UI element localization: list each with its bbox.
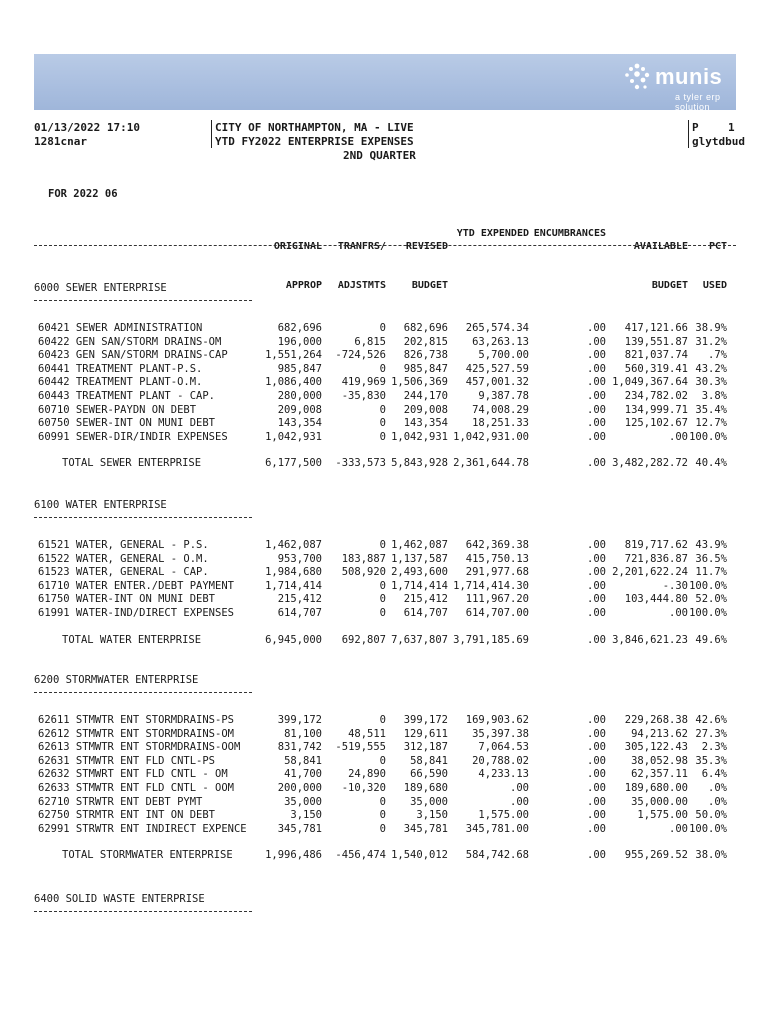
cell-pct-used: 36.5% bbox=[695, 552, 727, 565]
cell-ytd-expended: 35,397.38 bbox=[472, 727, 529, 740]
cell-tranfrs-adjstmts: 6,815 bbox=[354, 335, 386, 348]
cell-tranfrs-adjstmts: 0 bbox=[379, 809, 386, 822]
cell-available-budget: 134,999.71 bbox=[624, 403, 688, 416]
cell-available-budget: 94,213.62 bbox=[631, 727, 688, 740]
account-description: 61521 WATER, GENERAL - P.S. bbox=[38, 539, 209, 551]
cell-pct-used: 6.4% bbox=[701, 768, 727, 781]
section-rule bbox=[34, 517, 252, 518]
cell-tranfrs-adjstmts: 508,920 bbox=[341, 566, 386, 579]
account-description: 60991 SEWER-DIR/INDIR EXPENSES bbox=[38, 430, 228, 443]
cell-encumbrances: .00 bbox=[587, 579, 606, 592]
account-description: 60443 TREATMENT PLANT - CAP. bbox=[38, 390, 216, 402]
cell-ytd-expended: 74,008.29 bbox=[472, 403, 529, 416]
cell-original-approp: 1,042,931 bbox=[265, 430, 322, 443]
cell-encumbrances: .00 bbox=[587, 607, 606, 619]
cell-encumbrances: .00 bbox=[587, 552, 606, 565]
cell-ytd-expended: 1,042,931.00 bbox=[453, 430, 529, 443]
cell-encumbrances: .00 bbox=[587, 566, 606, 579]
cell-tranfrs-adjstmts: -519,555 bbox=[335, 741, 386, 754]
cell-ytd-expended: 2,361,644.78 bbox=[453, 457, 529, 470]
cell-available-budget: 62,357.11 bbox=[631, 768, 688, 781]
cell-original-approp: 985,847 bbox=[277, 362, 322, 375]
cell-revised-budget: 1,714,414 bbox=[391, 579, 448, 592]
cell-encumbrances: .00 bbox=[587, 349, 606, 362]
cell-original-approp: 200,000 bbox=[277, 782, 322, 794]
cell-pct-used: 38.9% bbox=[695, 322, 727, 334]
table-row bbox=[0, 607, 770, 621]
cell-revised-budget: 3,150 bbox=[416, 809, 448, 822]
cell-original-approp: 58,841 bbox=[284, 754, 322, 767]
cell-pct-used: 11.7% bbox=[695, 566, 727, 579]
cell-revised-budget: 985,847 bbox=[403, 362, 448, 375]
col-revised-line1: REVISED bbox=[405, 241, 448, 252]
account-description: 60421 SEWER ADMINISTRATION bbox=[38, 322, 203, 334]
cell-tranfrs-adjstmts: 692,807 bbox=[341, 633, 386, 646]
account-description: 60422 GEN SAN/STORM DRAINS-OM bbox=[38, 335, 222, 348]
cell-original-approp: 1,714,414 bbox=[265, 579, 322, 592]
cell-encumbrances: .00 bbox=[587, 633, 606, 646]
total-row bbox=[0, 634, 770, 648]
cell-revised-budget: 143,354 bbox=[403, 417, 448, 430]
cell-encumbrances: .00 bbox=[587, 754, 606, 767]
account-description: 61991 WATER-IND/DIRECT EXPENSES bbox=[38, 607, 234, 619]
cell-pct-used: 35.3% bbox=[695, 754, 727, 767]
cell-tranfrs-adjstmts: 183,887 bbox=[341, 552, 386, 565]
table-row bbox=[0, 796, 770, 810]
cell-ytd-expended: 1,714,414.30 bbox=[453, 579, 529, 592]
table-row bbox=[0, 741, 770, 755]
table-row bbox=[0, 336, 770, 350]
cell-available-budget: 3,482,282.72 bbox=[612, 457, 688, 470]
col-available-budget bbox=[634, 214, 688, 305]
report-period: 2ND QUARTER bbox=[343, 149, 416, 162]
cell-encumbrances: .00 bbox=[587, 849, 606, 862]
cell-encumbrances: .00 bbox=[587, 714, 606, 726]
cell-encumbrances: .00 bbox=[587, 403, 606, 416]
for-period-line: FOR 2022 06 bbox=[48, 188, 118, 200]
total-label: TOTAL STORMWATER ENTERPRISE bbox=[62, 849, 233, 862]
cell-pct-used: 27.3% bbox=[695, 727, 727, 740]
cell-available-budget: 139,551.87 bbox=[624, 335, 688, 348]
cell-revised-budget: 1,462,087 bbox=[391, 539, 448, 551]
table-row bbox=[0, 728, 770, 742]
account-description: 62991 STRWTR ENT INDIRECT EXPENCE bbox=[38, 822, 247, 835]
table-row bbox=[0, 782, 770, 796]
cell-pct-used: 40.4% bbox=[695, 457, 727, 470]
table-row bbox=[0, 755, 770, 769]
cell-available-budget: 125,102.67 bbox=[624, 417, 688, 430]
account-description: 61750 WATER-INT ON MUNI DEBT bbox=[38, 593, 216, 606]
cell-tranfrs-adjstmts: 0 bbox=[379, 430, 386, 443]
cell-ytd-expended: 614,707.00 bbox=[465, 607, 529, 619]
cell-available-budget: 2,201,622.24 bbox=[612, 566, 688, 579]
cell-original-approp: 399,172 bbox=[277, 714, 322, 726]
cell-ytd-expended: 3,791,185.69 bbox=[453, 633, 529, 646]
report-user: 1281cnar bbox=[34, 135, 87, 148]
col-revised-line2: BUDGET bbox=[411, 280, 448, 291]
cell-revised-budget: 66,590 bbox=[410, 768, 448, 781]
cell-tranfrs-adjstmts: 0 bbox=[379, 607, 386, 619]
cell-pct-used: 50.0% bbox=[695, 809, 727, 822]
header-rule bbox=[34, 245, 736, 246]
cell-tranfrs-adjstmts: 0 bbox=[379, 795, 386, 808]
cell-original-approp: 35,000 bbox=[284, 795, 322, 808]
cell-original-approp: 41,700 bbox=[284, 768, 322, 781]
col-tranfrs-line2: ADJSTMTS bbox=[337, 280, 386, 291]
cell-encumbrances: .00 bbox=[587, 335, 606, 348]
cell-revised-budget: 58,841 bbox=[410, 754, 448, 767]
cell-available-budget: -.30 bbox=[662, 579, 688, 592]
cell-original-approp: 614,707 bbox=[277, 607, 322, 619]
cell-revised-budget: 1,137,587 bbox=[391, 552, 448, 565]
total-row bbox=[0, 849, 770, 863]
cell-available-budget: 35,000.00 bbox=[631, 795, 688, 808]
cell-ytd-expended: 642,369.38 bbox=[465, 539, 529, 551]
cell-revised-budget: 35,000 bbox=[410, 795, 448, 808]
cell-tranfrs-adjstmts: 0 bbox=[379, 322, 386, 334]
cell-pct-used: 35.4% bbox=[695, 403, 727, 416]
table-row bbox=[0, 404, 770, 418]
cell-available-budget: 234,782.02 bbox=[624, 390, 688, 402]
cell-ytd-expended: 584,742.68 bbox=[465, 849, 529, 862]
cell-revised-budget: 209,008 bbox=[403, 403, 448, 416]
table-row bbox=[0, 322, 770, 336]
cell-available-budget: 721,836.87 bbox=[624, 552, 688, 565]
brand-name: munis bbox=[655, 64, 723, 89]
cell-pct-used: 43.2% bbox=[695, 362, 727, 375]
cell-pct-used: 43.9% bbox=[695, 539, 727, 551]
cell-encumbrances: .00 bbox=[587, 430, 606, 443]
cell-encumbrances: .00 bbox=[587, 768, 606, 781]
cell-original-approp: 682,696 bbox=[277, 322, 322, 334]
cell-available-budget: .00 bbox=[669, 822, 688, 835]
cell-available-budget: 819,717.62 bbox=[624, 539, 688, 551]
section-title: 6400 SOLID WASTE ENTERPRISE bbox=[34, 893, 205, 905]
cell-ytd-expended: 7,064.53 bbox=[478, 741, 529, 754]
cell-encumbrances: .00 bbox=[587, 390, 606, 402]
cell-ytd-expended: 9,387.78 bbox=[478, 390, 529, 402]
report-timestamp: 01/13/2022 17:10 bbox=[34, 121, 140, 134]
munis-dots-icon bbox=[623, 62, 651, 92]
account-description: 62633 STMWTR ENT FLD CNTL - OOM bbox=[38, 782, 234, 794]
cell-ytd-expended: 1,575.00 bbox=[478, 809, 529, 822]
cell-pct-used: .7% bbox=[708, 349, 727, 362]
table-row bbox=[0, 823, 770, 837]
table-row bbox=[0, 417, 770, 431]
cell-original-approp: 196,000 bbox=[277, 335, 322, 348]
table-row bbox=[0, 349, 770, 363]
col-available-line2: BUDGET bbox=[651, 280, 688, 291]
cell-ytd-expended: 63,263.13 bbox=[472, 335, 529, 348]
cell-original-approp: 209,008 bbox=[277, 403, 322, 416]
col-pct-line1: PCT bbox=[708, 241, 727, 252]
cell-revised-budget: 826,738 bbox=[403, 349, 448, 362]
table-row bbox=[0, 390, 770, 404]
cell-available-budget: 38,052.98 bbox=[631, 754, 688, 767]
col-pct-used bbox=[703, 214, 727, 305]
cell-ytd-expended: 18,251.33 bbox=[472, 417, 529, 430]
cell-tranfrs-adjstmts: 24,890 bbox=[348, 768, 386, 781]
cell-pct-used: 31.2% bbox=[695, 335, 727, 348]
cell-revised-budget: 312,187 bbox=[403, 741, 448, 754]
munis-logo bbox=[623, 60, 728, 112]
account-description: 60750 SEWER-INT ON MUNI DEBT bbox=[38, 417, 216, 430]
cell-original-approp: 81,100 bbox=[284, 727, 322, 740]
table-row bbox=[0, 553, 770, 567]
col-ytd-expended: YTD EXPENDED bbox=[456, 228, 529, 239]
cell-original-approp: 345,781 bbox=[277, 822, 322, 835]
cell-tranfrs-adjstmts: -456,474 bbox=[335, 849, 386, 862]
table-row bbox=[0, 593, 770, 607]
cell-revised-budget: 129,611 bbox=[403, 727, 448, 740]
table-row bbox=[0, 363, 770, 377]
col-revised-budget bbox=[406, 214, 448, 305]
cell-available-budget: 3,846,621.23 bbox=[612, 633, 688, 646]
cell-revised-budget: 1,540,012 bbox=[391, 849, 448, 862]
cell-available-budget: 189,680.00 bbox=[624, 782, 688, 794]
col-pct-line2: USED bbox=[702, 280, 727, 291]
cell-pct-used: 100.0% bbox=[689, 607, 727, 619]
cell-encumbrances: .00 bbox=[587, 809, 606, 822]
account-description: 60441 TREATMENT PLANT-P.S. bbox=[38, 362, 203, 375]
cell-original-approp: 1,984,680 bbox=[265, 566, 322, 579]
table-row bbox=[0, 714, 770, 728]
account-description: 60442 TREATMENT PLANT-O.M. bbox=[38, 376, 203, 389]
cell-tranfrs-adjstmts: 48,511 bbox=[348, 727, 386, 740]
cell-encumbrances: .00 bbox=[587, 539, 606, 551]
cell-ytd-expended: .00 bbox=[510, 795, 529, 808]
account-description: 62631 STMWTR ENT FLD CNTL-PS bbox=[38, 754, 216, 767]
cell-original-approp: 1,551,264 bbox=[265, 349, 322, 362]
cell-available-budget: 1,575.00 bbox=[637, 809, 688, 822]
cell-revised-budget: 244,170 bbox=[403, 390, 448, 402]
table-row bbox=[0, 768, 770, 782]
cell-pct-used: 100.0% bbox=[689, 430, 727, 443]
account-description: 62750 STRMTR ENT INT ON DEBT bbox=[38, 809, 216, 822]
cell-available-budget: 103,444.80 bbox=[624, 593, 688, 606]
account-description: 62613 STMWTR ENT STORMDRAINS-OOM bbox=[38, 741, 241, 754]
account-description: 61523 WATER, GENERAL - CAP. bbox=[38, 566, 209, 579]
cell-revised-budget: 345,781 bbox=[403, 822, 448, 835]
cell-original-approp: 280,000 bbox=[277, 390, 322, 402]
cell-revised-budget: 399,172 bbox=[403, 714, 448, 726]
cell-ytd-expended: 4,233.13 bbox=[478, 768, 529, 781]
cell-original-approp: 1,086,400 bbox=[265, 376, 322, 389]
cell-revised-budget: 7,637,807 bbox=[391, 633, 448, 646]
cell-available-budget: 417,121.66 bbox=[624, 322, 688, 334]
cell-encumbrances: .00 bbox=[587, 782, 606, 794]
col-original-approp bbox=[274, 214, 322, 305]
cell-original-approp: 1,996,486 bbox=[265, 849, 322, 862]
table-row bbox=[0, 431, 770, 445]
cell-ytd-expended: 425,527.59 bbox=[465, 362, 529, 375]
cell-available-budget: 229,268.38 bbox=[624, 714, 688, 726]
cell-encumbrances: .00 bbox=[587, 727, 606, 740]
cell-pct-used: .0% bbox=[708, 795, 727, 808]
cell-encumbrances: .00 bbox=[587, 376, 606, 389]
section-rule bbox=[34, 692, 252, 693]
cell-tranfrs-adjstmts: 0 bbox=[379, 539, 386, 551]
cell-encumbrances: .00 bbox=[587, 593, 606, 606]
cell-tranfrs-adjstmts: -333,573 bbox=[335, 457, 386, 470]
cell-tranfrs-adjstmts: 0 bbox=[379, 403, 386, 416]
cell-original-approp: 1,462,087 bbox=[265, 539, 322, 551]
cell-pct-used: 30.3% bbox=[695, 376, 727, 389]
cell-available-budget: .00 bbox=[669, 607, 688, 619]
cell-pct-used: 42.6% bbox=[695, 714, 727, 726]
cell-available-budget: 821,037.74 bbox=[624, 349, 688, 362]
cell-original-approp: 6,177,500 bbox=[265, 457, 322, 470]
report-banner bbox=[34, 54, 736, 110]
cell-encumbrances: .00 bbox=[587, 741, 606, 754]
table-row bbox=[0, 376, 770, 390]
section-title: 6100 WATER ENTERPRISE bbox=[34, 499, 167, 511]
cell-encumbrances: .00 bbox=[587, 362, 606, 375]
cell-available-budget: 560,319.41 bbox=[624, 362, 688, 375]
cell-tranfrs-adjstmts: 0 bbox=[379, 714, 386, 726]
cell-tranfrs-adjstmts: 419,969 bbox=[341, 376, 386, 389]
cell-available-budget: 1,049,367.64 bbox=[612, 376, 688, 389]
cell-original-approp: 6,945,000 bbox=[265, 633, 322, 646]
col-encumbrances: ENCUMBRANCES bbox=[533, 228, 606, 239]
cell-pct-used: 38.0% bbox=[695, 849, 727, 862]
cell-ytd-expended: 345,781.00 bbox=[465, 822, 529, 835]
cell-revised-budget: 202,815 bbox=[403, 335, 448, 348]
account-description: 62612 STMWTR ENT STORMDRAINS-OM bbox=[38, 727, 234, 740]
cell-original-approp: 3,150 bbox=[290, 809, 322, 822]
total-row bbox=[0, 457, 770, 471]
cell-ytd-expended: 457,001.32 bbox=[465, 376, 529, 389]
cell-tranfrs-adjstmts: 0 bbox=[379, 417, 386, 430]
account-description: 61710 WATER ENTER./DEBT PAYMENT bbox=[38, 579, 234, 592]
cell-pct-used: 49.6% bbox=[695, 633, 727, 646]
cell-revised-budget: 215,412 bbox=[403, 593, 448, 606]
total-label: TOTAL WATER ENTERPRISE bbox=[62, 633, 202, 646]
cell-ytd-expended: .00 bbox=[510, 782, 529, 794]
cell-tranfrs-adjstmts: -724,526 bbox=[335, 349, 386, 362]
cell-pct-used: 12.7% bbox=[695, 417, 727, 430]
brand-tagline: a tyler erp solution bbox=[675, 92, 721, 112]
cell-revised-budget: 189,680 bbox=[403, 782, 448, 794]
account-description: 61522 WATER, GENERAL - O.M. bbox=[38, 552, 209, 565]
account-description: 62632 STMWRT ENT FLD CNTL - OM bbox=[38, 768, 228, 781]
cell-pct-used: 2.3% bbox=[701, 741, 727, 754]
cell-revised-budget: 5,843,928 bbox=[391, 457, 448, 470]
cell-pct-used: 52.0% bbox=[695, 593, 727, 606]
cell-revised-budget: 2,493,600 bbox=[391, 566, 448, 579]
cell-ytd-expended: 265,574.34 bbox=[465, 322, 529, 334]
cell-ytd-expended: 169,903.62 bbox=[465, 714, 529, 726]
section-rule bbox=[34, 300, 252, 301]
cell-encumbrances: .00 bbox=[587, 457, 606, 470]
cell-original-approp: 215,412 bbox=[277, 593, 322, 606]
cell-tranfrs-adjstmts: 0 bbox=[379, 579, 386, 592]
section-title: 6200 STORMWATER ENTERPRISE bbox=[34, 674, 199, 686]
cell-ytd-expended: 5,700.00 bbox=[478, 349, 529, 362]
cell-tranfrs-adjstmts: 0 bbox=[379, 754, 386, 767]
cell-pct-used: .0% bbox=[708, 782, 727, 794]
cell-encumbrances: .00 bbox=[587, 417, 606, 430]
cell-available-budget: 955,269.52 bbox=[624, 849, 688, 862]
page-label: P bbox=[692, 121, 699, 134]
table-row bbox=[0, 566, 770, 580]
account-description: 60710 SEWER-PAYDN ON DEBT bbox=[38, 403, 197, 416]
cell-tranfrs-adjstmts: 0 bbox=[379, 593, 386, 606]
cell-ytd-expended: 111,967.20 bbox=[465, 593, 529, 606]
table-row bbox=[0, 809, 770, 823]
cell-available-budget: 305,122.43 bbox=[624, 741, 688, 754]
cell-ytd-expended: 291,977.68 bbox=[465, 566, 529, 579]
program-id: glytdbud bbox=[692, 135, 745, 148]
cell-revised-budget: 1,042,931 bbox=[391, 430, 448, 443]
account-description: 60423 GEN SAN/STORM DRAINS-CAP bbox=[38, 349, 228, 362]
header-divider-right bbox=[688, 120, 689, 148]
page-number: 1 bbox=[728, 121, 735, 134]
col-tranfrs-adjstmts bbox=[338, 214, 386, 305]
cell-pct-used: 3.8% bbox=[701, 390, 727, 402]
cell-tranfrs-adjstmts: -10,320 bbox=[341, 782, 386, 794]
cell-original-approp: 831,742 bbox=[277, 741, 322, 754]
cell-revised-budget: 1,506,369 bbox=[391, 376, 448, 389]
report-org: CITY OF NORTHAMPTON, MA - LIVE bbox=[215, 121, 414, 134]
account-description: 62710 STRWTR ENT DEBT PYMT bbox=[38, 795, 203, 808]
section-rule bbox=[34, 911, 252, 912]
cell-original-approp: 143,354 bbox=[277, 417, 322, 430]
cell-encumbrances: .00 bbox=[587, 822, 606, 835]
cell-ytd-expended: 20,788.02 bbox=[472, 754, 529, 767]
header-divider-left bbox=[211, 120, 212, 148]
table-row bbox=[0, 580, 770, 594]
cell-revised-budget: 682,696 bbox=[403, 322, 448, 334]
col-available-line1: AVAILABLE bbox=[633, 241, 688, 252]
report-title: YTD FY2022 ENTERPRISE EXPENSES bbox=[215, 135, 414, 148]
total-label: TOTAL SEWER ENTERPRISE bbox=[62, 457, 202, 470]
col-original-line2: APPROP bbox=[285, 280, 322, 291]
cell-original-approp: 953,700 bbox=[277, 552, 322, 565]
cell-ytd-expended: 415,750.13 bbox=[465, 552, 529, 565]
col-original-line1: ORIGINAL bbox=[273, 241, 322, 252]
account-description: 62611 STMWTR ENT STORMDRAINS-PS bbox=[38, 714, 234, 726]
cell-available-budget: .00 bbox=[669, 430, 688, 443]
cell-tranfrs-adjstmts: 0 bbox=[379, 822, 386, 835]
cell-encumbrances: .00 bbox=[587, 795, 606, 808]
cell-revised-budget: 614,707 bbox=[403, 607, 448, 619]
section-title: 6000 SEWER ENTERPRISE bbox=[34, 282, 167, 294]
cell-encumbrances: .00 bbox=[587, 322, 606, 334]
cell-pct-used: 100.0% bbox=[689, 579, 727, 592]
cell-tranfrs-adjstmts: 0 bbox=[379, 362, 386, 375]
cell-tranfrs-adjstmts: -35,830 bbox=[341, 390, 386, 402]
table-row bbox=[0, 539, 770, 553]
cell-pct-used: 100.0% bbox=[689, 822, 727, 835]
col-tranfrs-line1: TRANFRS/ bbox=[337, 241, 386, 252]
